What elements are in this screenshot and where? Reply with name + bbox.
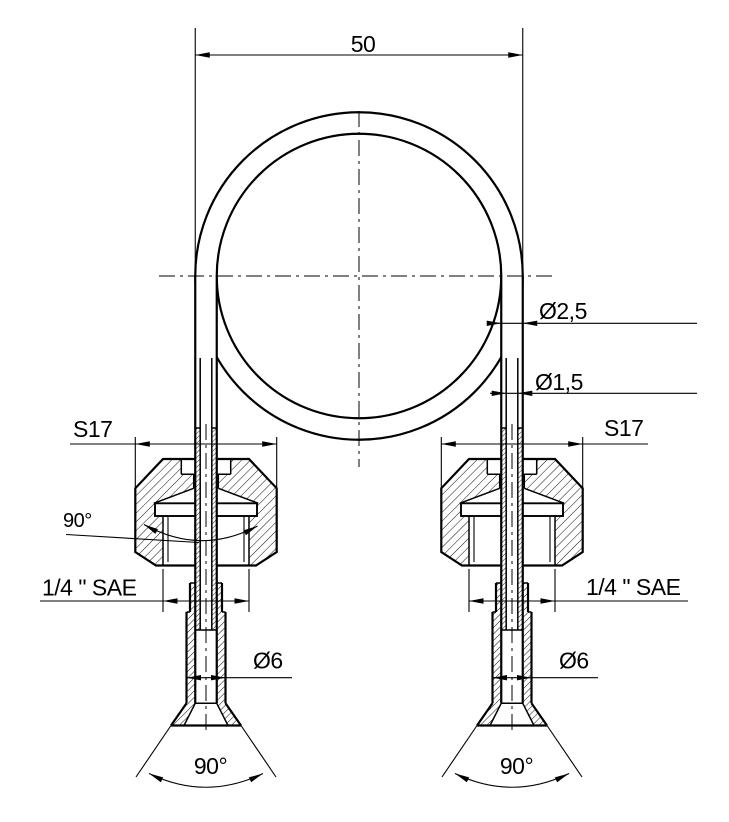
dim-tube-id-label: Ø1,5: [535, 369, 583, 395]
dim-coil-width-label: 50: [350, 31, 376, 57]
dim-thread-right-label: 1/4 " SAE: [586, 574, 681, 600]
dim-sleeve-od-right-label: Ø6: [559, 647, 589, 674]
dim-tube-od-label: Ø2,5: [539, 298, 587, 324]
dim-sleeve-od-left-label: Ø6: [253, 647, 283, 674]
dim-thread-left-label: 1/4 " SAE: [42, 574, 137, 601]
connector-sleeve: [187, 612, 196, 703]
dim-flare-angle-right-label: 90°: [499, 753, 534, 779]
dimensioning: [40, 28, 697, 787]
connector-sleeve: [217, 612, 226, 703]
dim-wrench-right-label: S17: [604, 415, 644, 441]
dim-wrench-left-label: S17: [73, 416, 113, 442]
dim-flare-angle-left-label: 90°: [193, 753, 228, 779]
dim-seat-angle-label: 90°: [63, 510, 92, 532]
